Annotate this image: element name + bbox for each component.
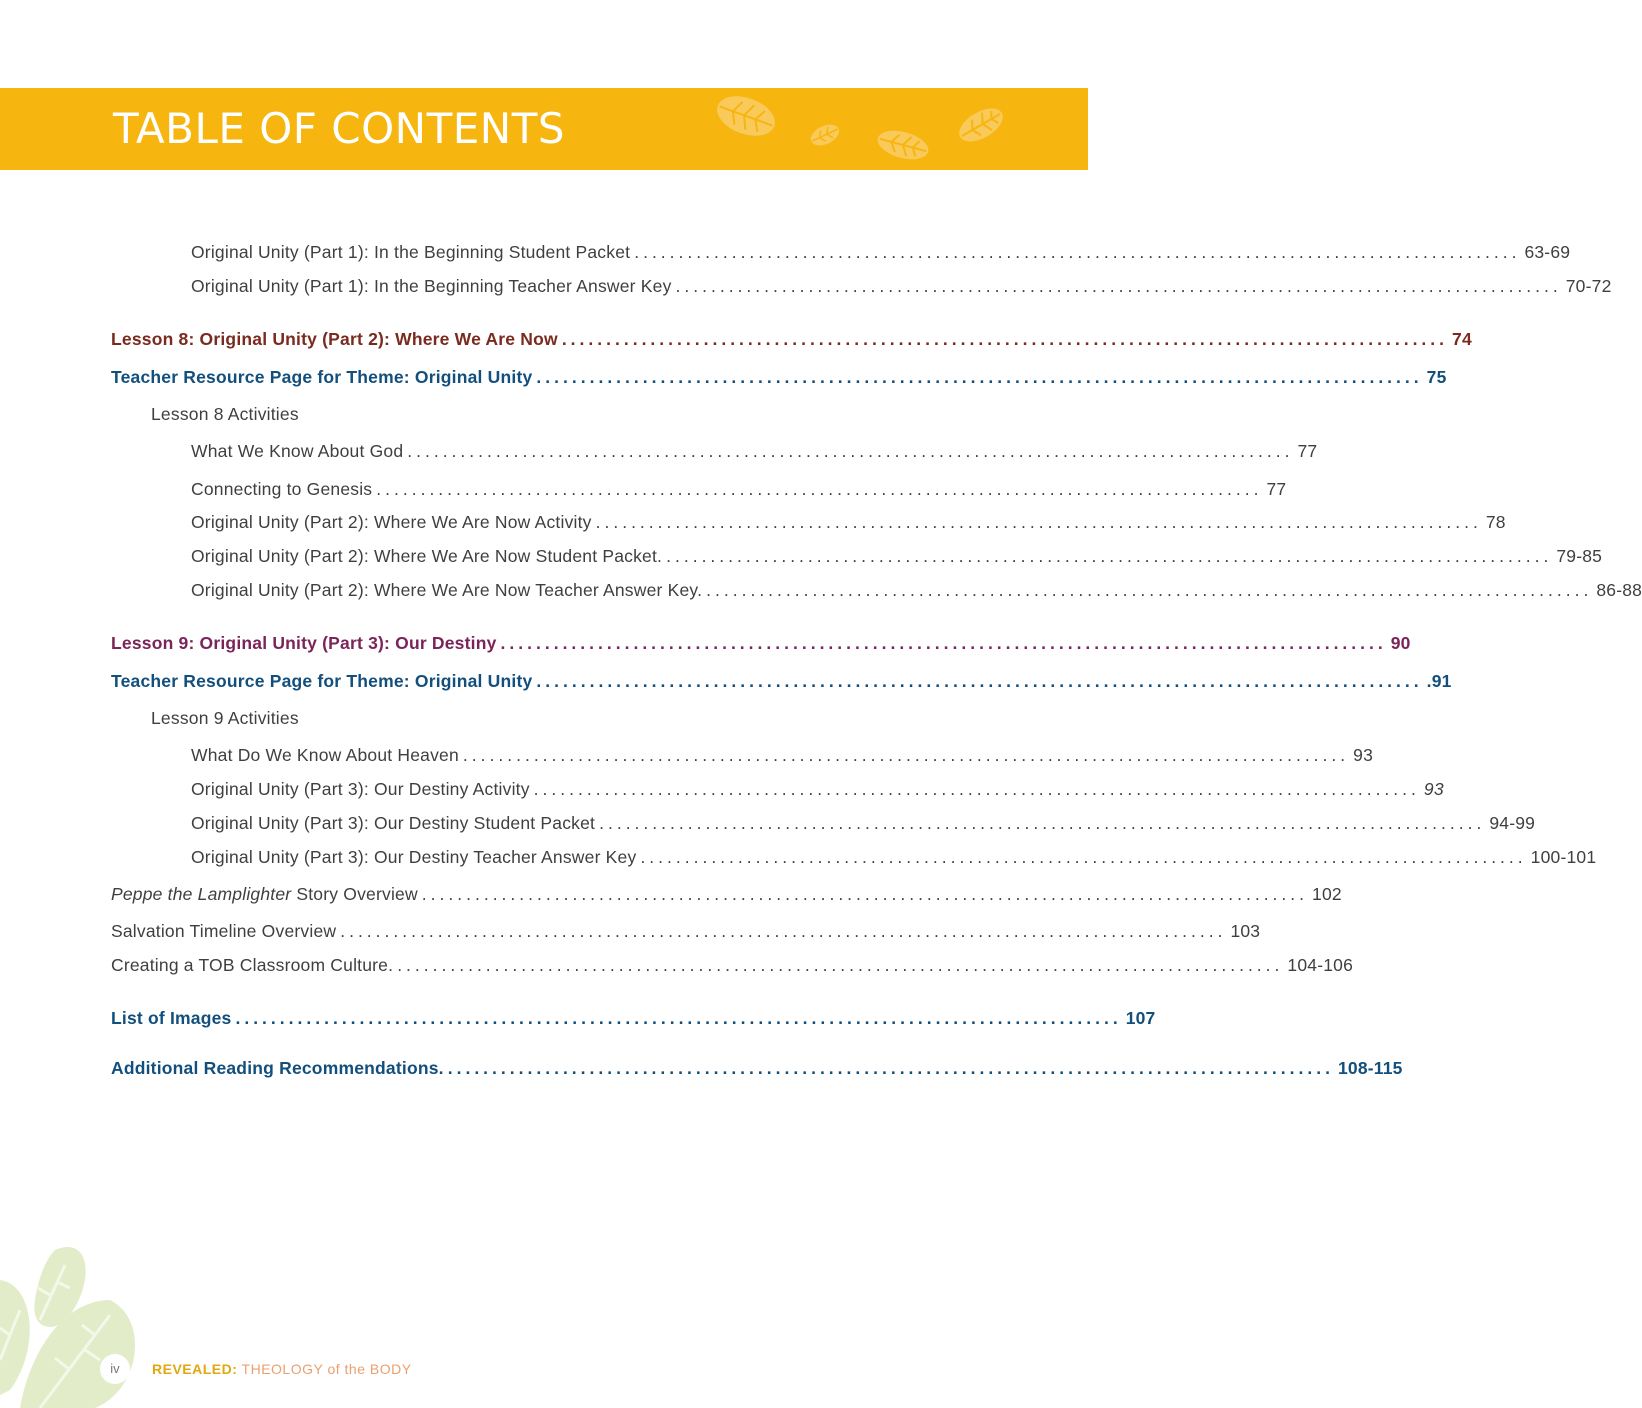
toc-entry[interactable]: Original Unity (Part 1): In the Beginning Student Packet .................................................................................................... 63-69 bbox=[191, 242, 1571, 262]
page-number: iv bbox=[100, 1354, 130, 1384]
toc-teacher-resource[interactable]: Teacher Resource Page for Theme: Original Unity .................................................................................................... 75 bbox=[111, 367, 1447, 387]
footer-subtitle: THEOLOGY of the BODY bbox=[241, 1361, 412, 1377]
toc-entry[interactable]: Creating a TOB Classroom Culture. .................................................................................................... 104-106 bbox=[111, 955, 1354, 975]
leaf-decoration-icon bbox=[700, 88, 1088, 170]
toc-entry[interactable]: Original Unity (Part 2): Where We Are Now Student Packet. .................................................................................................... 79-85 bbox=[191, 546, 1603, 566]
toc-additional-reading[interactable]: Additional Reading Recommendations. .................................................................................................... 108-115 bbox=[111, 1058, 1403, 1078]
page-title: TABLE OF CONTENTS bbox=[113, 104, 566, 153]
toc-entry[interactable]: Original Unity (Part 2): Where We Are Now Teacher Answer Key. .................................................................................................... 86-88 bbox=[191, 580, 1642, 600]
toc-entry[interactable]: Connecting to Genesis .................................................................................................... 77 bbox=[191, 479, 1287, 499]
toc-list-of-images[interactable]: List of Images .................................................................................................... 107 bbox=[111, 1008, 1156, 1028]
footer-title bbox=[152, 1361, 412, 1377]
toc-section-heading: Lesson 9 Activities bbox=[151, 708, 299, 728]
toc-entry[interactable]: Original Unity (Part 1): In the Beginning Teacher Answer Key .................................................................................................... 70-72 bbox=[191, 276, 1612, 296]
toc-lesson-8[interactable]: Lesson 8: Original Unity (Part 2): Where We Are Now .................................................................................................... 74 bbox=[111, 329, 1472, 349]
toc-lesson-9[interactable]: Lesson 9: Original Unity (Part 3): Our Destiny .................................................................................................... 90 bbox=[111, 633, 1411, 653]
footer-brand: REVEALED: bbox=[152, 1361, 238, 1377]
toc-entry[interactable]: What We Know About God .................................................................................................... 77 bbox=[191, 441, 1318, 461]
toc-entry[interactable]: Peppe the Lamplighter Story Overview .................................................................................................... 102 bbox=[111, 884, 1342, 904]
toc-entry[interactable]: Original Unity (Part 3): Our Destiny Teacher Answer Key .................................................................................................... 100-101 bbox=[191, 847, 1597, 867]
toc-entry[interactable]: Original Unity (Part 3): Our Destiny Activity .................................................................................................... 93 bbox=[191, 779, 1444, 799]
toc-teacher-resource[interactable]: Teacher Resource Page for Theme: Original Unity .................................................................................................... .91 bbox=[111, 671, 1452, 691]
toc-section-heading: Lesson 8 Activities bbox=[151, 404, 299, 424]
leaf-decoration-icon bbox=[0, 1240, 150, 1408]
toc-entry[interactable]: Original Unity (Part 2): Where We Are Now Activity .................................................................................................... 78 bbox=[191, 512, 1506, 532]
toc-entry[interactable]: Original Unity (Part 3): Our Destiny Student Packet .................................................................................................... 94-99 bbox=[191, 813, 1536, 833]
header-banner bbox=[0, 88, 1088, 170]
toc-entry[interactable]: What Do We Know About Heaven .................................................................................................... 93 bbox=[191, 745, 1374, 765]
toc-entry[interactable]: Salvation Timeline Overview .................................................................................................... 103 bbox=[111, 921, 1261, 941]
